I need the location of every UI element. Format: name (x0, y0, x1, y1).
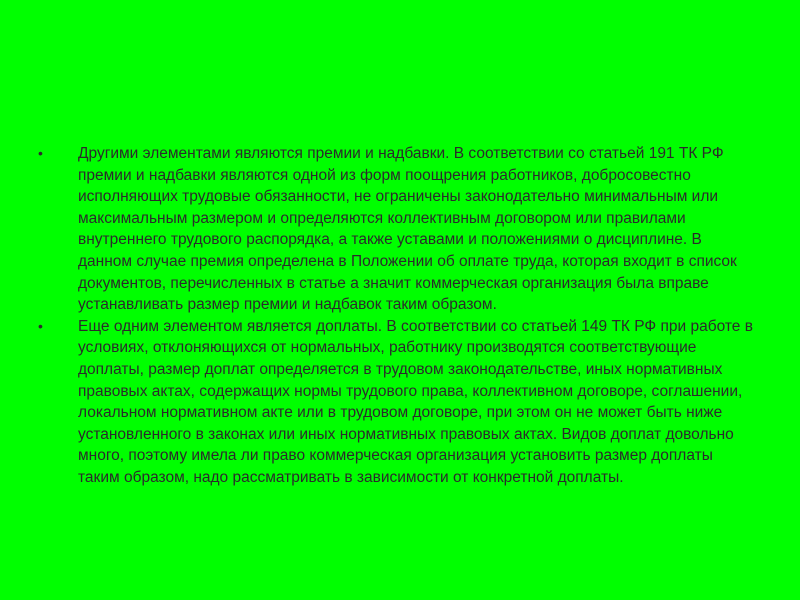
bullet-marker: • (38, 317, 43, 334)
bullet-marker: • (38, 145, 43, 161)
bullet-item-surcharges (38, 316, 758, 489)
bullet-text-surcharges: Еще одним элементом является доплаты. В соответствии со статьей 149 ТК РФ при работе в условиях, отклоняющихся от нормальных, работнику производятся соответствующие доплаты, размер доплат определяется в трудовом законодательстве, иных нормативных правовых актах, содержащих нормы трудового права, коллективном договоре, соглашении, локальном нормативном акте или в трудовом договоре, при этом он не может быть ниже установленного в законах или иных нормативных правовых актах. Видов доплат довольно много, поэтому имела ли право коммерческая организация установить размер доплаты таким образом, надо рассматривать в зависимости от конкретной доплаты. (78, 317, 753, 486)
bullet-list (38, 143, 758, 489)
bullet-item-bonuses (38, 143, 758, 316)
bullet-text-bonuses: Другими элементами являются премии и надбавки. В соответствии со статьей 191 ТК РФ премии и надбавки являются одной из форм поощрения работников, добросовестно исполняющих трудовые обязанности, не ограничены законодательно минимальным или максимальным размером и определяются коллективным договором или правилами внутреннего трудового распорядка, а также уставами и положениями о дисциплине. В данном случае премия определена в Положении об оплате труда, которая входит в список документов, перечисленных в статье а значит коммерческая организация была вправе устанавливать размер премии и надбавок таким образом. (78, 145, 737, 314)
